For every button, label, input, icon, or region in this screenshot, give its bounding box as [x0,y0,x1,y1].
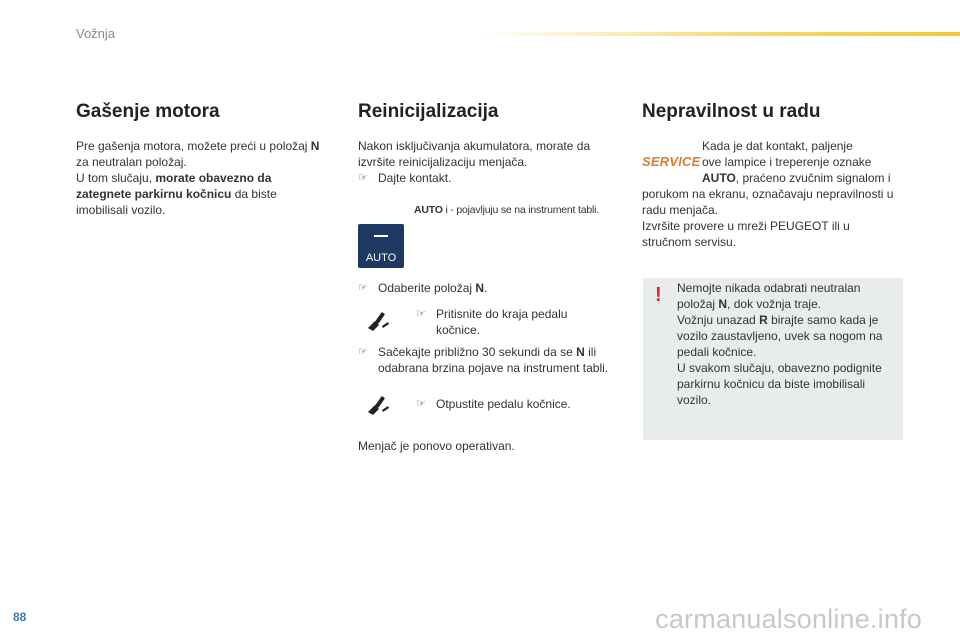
paragraph-malfunction: porukom na ekranu, označavaju nepravilnosti u radu menjača. Izvršite provere u mreži PEUGEOT ili u stručnom servisu. [642,187,894,249]
header-accent-bar [480,32,960,36]
section-title: Vožnja [76,26,116,41]
warning-box [643,278,903,440]
column-reinitialization [358,100,623,454]
notice-auto: AUTO i - pojavljuju se na instrument tabli. [414,204,599,216]
heading-reinitialization: Reinicijalizacija [358,101,499,122]
finger-pointer-icon: ☞ [358,282,368,294]
paragraph-stopping: Pre gašenja motora, možete preći u položaj N za neutralan položaj. U tom slučaju, morate obavezno da zategnete parkirnu kočnicu da biste imobilisali vozilo. [76,139,320,217]
heading-stopping-engine: Gašenje motora [76,101,220,122]
heading-malfunction: Nepravilnost u radu [642,101,821,122]
finger-pointer-icon: ☞ [358,172,368,184]
exclamation-icon: ! [655,284,662,306]
paragraph-operational: Menjač je ponovo operativan. [358,439,515,453]
step-press-brake: ☞ Pritisnite do kraja pedalu kočnice. [364,306,623,338]
warning-text: Nemojte nikada odabrati neutralan položaj N, dok vožnja traje. Vožnju unazad R birajte samo kada je vozilo zaustavljeno, uvek sa nogom na pedali kočnice. U svakom slučaju, obavezno podignite parkirnu kočnicu da biste imobilisali vozilo. [677,281,883,407]
foot-on-pedal-icon [364,392,390,418]
foot-on-pedal-icon [364,308,390,334]
watermark: carmanualsonline.info [655,604,922,634]
step-select-n: ☞ Odaberite položaj N. [358,281,488,295]
page-number: 88 [13,610,27,624]
finger-pointer-icon: ☞ [416,398,426,410]
step-release-brake: ☞ Otpustite pedalu kočnice. [364,390,623,418]
paragraph-reinit-intro: Nakon isključivanja akumulatora, morate da izvršite reinicijalizaciju menjača. [358,139,591,169]
step-ignition: ☞ Dajte kontakt. [358,171,452,185]
service-warning-icon: SERVICE [642,154,701,169]
finger-pointer-icon: ☞ [416,308,426,320]
auto-display-icon: AUTO [358,224,404,268]
column-stopping-engine [76,100,331,218]
finger-pointer-icon: ☞ [358,346,368,358]
column-malfunction: Nepravilnost u radu SERVICE Kada je dat kontakt, paljenje ove lampice i treperenje oznake AUTO, praćeno zvučnim signalom i porukom na ekranu, označavaju nepravilnosti u radu menjača. Izvršite provere u mreži PEUGEOT ili u stručnom servisu. [642,100,904,250]
step-wait: ☞ Sačekajte približno 30 sekundi da se N ili odabrana brzina pojave na instrument tabli. [358,345,609,375]
